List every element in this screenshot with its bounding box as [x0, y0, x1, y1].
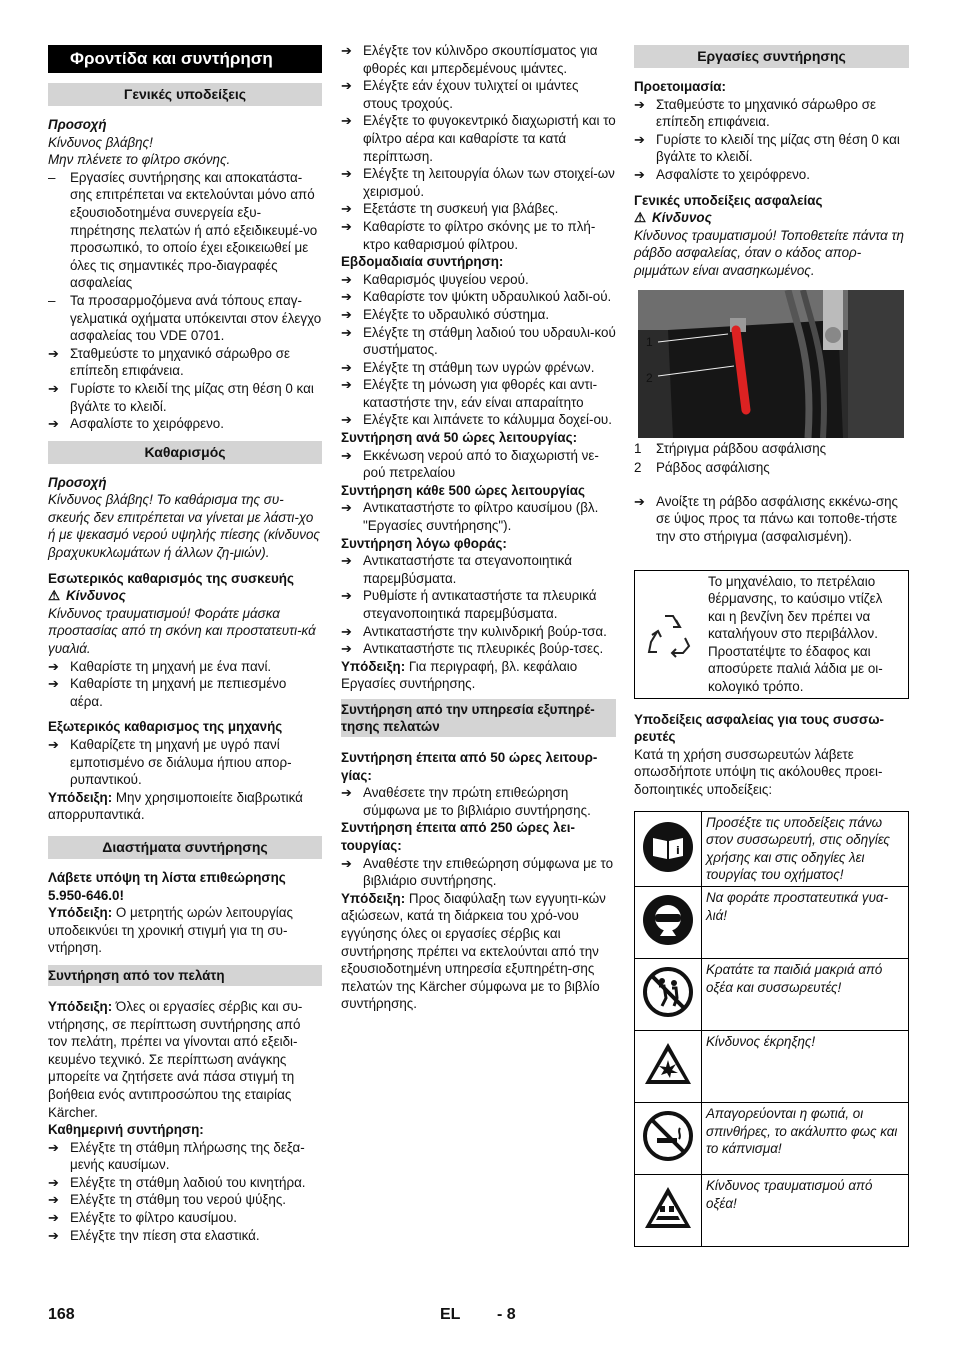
- callout-1: 1: [646, 334, 653, 349]
- no-fire-icon: [635, 1103, 702, 1175]
- list-item: ➔ Καθαρίστε τη μηχανή με πεπιεσμένο αέρα.: [48, 675, 322, 710]
- note: Υπόδειξη: Όλες οι εργασίες σέρβις και συ-ντήρησης, σε περίπτωση συντήρησης από τον πελάτη, πρέπει να γίνονται από εξειδι-κευμένο τεχνικό. Σε περίπτωση ανάγκης μπορείτε να ζητήσετε ανά πάσα στιγμή τη βοήθεια ενός αντιπροσώπου της εταιρίας Kärcher.: [48, 998, 303, 1120]
- intervals-heading: Διαστήματα συντήρησης: [48, 836, 322, 859]
- danger-text: Κίνδυνος τραυματισμού! Τοποθετείτε πάντα τη ράβδο ασφαλείας, όταν ο κάδος απορ-ριμμάτων είναι ανασηκωμένος.: [634, 227, 904, 278]
- list-item: ➔ Σταθμεύστε το μηχανικό σάρωθρο σε επίπεδη επιφάνεια.: [48, 345, 322, 380]
- table-cell: Απαγορεύονται η φωτιά, οι σπινθήρες, το ακάλυπτο φως και το κάπνισμα!: [702, 1103, 909, 1175]
- goggles-icon: [635, 887, 702, 959]
- after250-heading: Συντήρηση έπειτα από 250 ώρες λει-τουργίας:: [341, 820, 575, 853]
- list-item: ➔ Ελέγξτε και λιπάνετε το κάλυμμα δοχεί-ου.: [341, 411, 616, 429]
- safety-bar-photo: [638, 290, 904, 438]
- list-item: ➔ Σταθμεύστε το μηχανικό σάρωθρο σε επίπεδη επιφάνεια.: [634, 96, 909, 131]
- list-item: – Εργασίες συντήρησης και αποκατάστα-σης επιτρέπεται να εκτελούνται μόνο από εξουσιοδοτημένα συνεργεία εξυ-πηρέτησης πελατών ή από εξειδικευμέ-νο προσωπικό, το οποίο έχει εξοικειωθεί με όλες τις σημαντικές προ-διαγραφές ασφαλείας: [48, 169, 322, 292]
- list-item: ➔ Καθαρίστε τον ψύκτη υδραυλικού λαδι-ού.: [341, 288, 616, 306]
- table-row: [635, 887, 909, 959]
- list-item: ➔ Ελέγξτε τη λειτουργία όλων των στοιχεί-ων χειρισμού.: [341, 165, 616, 200]
- table-row: [635, 1175, 909, 1247]
- list-item: ➔ Ανοίξτε τη ράβδο ασφάλισης εκκένω-σης σε ύψος προς τα πάνω και τοποθε-τήστε την στο στήριγμα (ασφαλισμένη).: [634, 493, 909, 546]
- table-cell: Να φοράτε προστατευτικά γυα-λιά!: [702, 887, 909, 959]
- list-item: ➔ Ελέγξτε τη στάθμη των υγρών φρένων.: [341, 359, 616, 377]
- list-item: ➔ Ελέγξτε τη στάθμη λαδιού του υδραυλι-κού συστήματος.: [341, 324, 616, 359]
- table-row: [635, 811, 909, 886]
- section-title: Φροντίδα και συντήρηση: [48, 45, 322, 73]
- svg-text:i: i: [676, 843, 680, 857]
- list-item: ➔ Ελέγξτε το υδραυλικό σύστημα.: [341, 306, 616, 324]
- warning-triangle-icon: ⚠: [48, 588, 61, 604]
- list-item: ➔ Ελέγξτε την πίεση στα ελαστικά.: [48, 1227, 322, 1245]
- cleaning-heading: Καθαρισμός: [48, 441, 322, 464]
- sub-page-number: - 8: [497, 1306, 516, 1323]
- prep-heading: Προετοιμασία:: [634, 79, 726, 94]
- table-cell: Κίνδυνος τραυματισμού από οξέα!: [702, 1175, 909, 1247]
- manual-icon: [635, 811, 702, 886]
- callout-2: 2: [646, 370, 653, 385]
- legend-item: 1 Στήριγμα ράβδου ασφάλισης: [634, 440, 827, 456]
- list-item: – Τα προσαρμοζόμενα ανά τόπους επαγ-γελματικά οχήματα υπόκεινται στον έλεγχο ασφαλείας του VDE 0701.: [48, 292, 322, 345]
- table-cell: Κίνδυνος έκρηξης!: [702, 1031, 909, 1103]
- table-cell: Προσέξτε τις υποδείξεις πάνω στον συσσωρευτή, στις οδηγίες χρήσης και στις οδηγίες λει τουργίας του οχήματος!: [702, 811, 909, 886]
- column-3: [634, 42, 909, 1247]
- wear-heading: Συντήρηση λόγω φθοράς:: [341, 535, 507, 551]
- table-row: [635, 1103, 909, 1175]
- environment-text: Το μηχανέλαιο, το πετρέλαιο θέρμανσης, το καύσιμο ντίζελ και η βενζίνη δεν πρέπει να καταλήγουν στο περιβάλλον. Προστατέψτε το έδαφος και αποσύρετε παλιά λάδια με οι-κολογικό τρόπο.: [708, 573, 883, 695]
- machine-photo: [638, 290, 904, 438]
- list-item: ➔ Αντικαταστήστε το φίλτρο καυσίμου (βλ. "Εργασίες συντήρησης").: [341, 499, 616, 534]
- acid-hazard-icon: [635, 1175, 702, 1247]
- list-item: ➔ Ελέγξτε τη μόνωση για φθορές και αντι-καταστήστε την, εάν είναι απαραίτητο: [341, 376, 616, 411]
- work-heading: Εργασίες συντήρησης: [634, 45, 909, 68]
- table-row: [635, 1031, 909, 1103]
- list-item: ➔ Ελέγξτε τη στάθμη λαδιού του κινητήρα.: [48, 1174, 322, 1192]
- list-item: ➔ Αντικαταστήστε τις πλευρικές βούρ-τσες.: [341, 640, 616, 658]
- column-2: [341, 42, 616, 1013]
- list-item: ➔ Ασφαλίστε το χειρόφρενο.: [48, 415, 322, 433]
- list-item: ➔ Ασφαλίστε το χειρόφρενο.: [634, 166, 909, 184]
- note: Υπόδειξη: Μην χρησιμοποιείτε διαβρωτικά απορρυπαντικά.: [48, 789, 303, 823]
- list-item: ➔ Ελέγξτε τη στάθμη πλήρωσης της δεξα-μενής καυσίμων.: [48, 1139, 322, 1174]
- inner-clean-heading: Εσωτερικός καθαρισμός της συσκευής: [48, 570, 294, 586]
- table-row: [635, 959, 909, 1031]
- column-1: [48, 42, 322, 1244]
- danger-text: Κίνδυνος τραυματισμού! Φοράτε μάσκα προστασίας από τη σκόνη και προστατευτι-κά γυαλιά.: [48, 605, 316, 657]
- h500-heading: Συντήρηση κάθε 500 ώρες λειτουργίας: [341, 482, 585, 498]
- recycle-icon: [635, 571, 702, 698]
- list-item: ➔ Ελέγξτε το φίλτρο καυσίμου.: [48, 1209, 322, 1227]
- caution-label: Προσοχή: [48, 117, 107, 132]
- caution-text: Κίνδυνος βλάβης!: [48, 134, 153, 150]
- list-item: ➔ Καθαρισμός ψυγείου νερού.: [341, 271, 616, 289]
- list-item: ➔ Καθαρίστε το φίλτρο σκόνης με το πλή-κτρο καθαρισμού φίλτρου.: [341, 218, 616, 253]
- service-heading: Συντήρηση από την υπηρεσία εξυπηρέ-τησης πελατών: [341, 699, 616, 737]
- language-code: EL: [440, 1306, 461, 1323]
- note: Υπόδειξη: Προς διαφύλαξη των εγγυητι-κών αξιώσεων, κατά τη διάρκεια του χρό-νου εγγύησης όλες οι εργασίες σέρβις και συντήρησης πρέπει να εκτελούνται από την εξουσιοδοτημένη υπηρεσία εξυπηρέτη-σης πελατών της Kärcher σύμφωνα με το βιβλίο συντήρησης.: [341, 890, 606, 1012]
- list-item: ➔ Ρυθμίστε ή αντικαταστήστε τα πλευρικά στεγανοποιητικά παρεμβύσματα.: [341, 587, 616, 622]
- explosion-icon: [635, 1031, 702, 1103]
- battery-safety-table: [634, 811, 909, 1247]
- list-item: ➔ Αντικαταστήστε τα στεγανοποιητικά παρεμβύσματα.: [341, 552, 616, 587]
- customer-heading: Συντήρηση από τον πελάτη: [48, 965, 322, 986]
- table-cell: Κρατάτε τα παιδιά μακριά από οξέα και συσσωρευτές!: [702, 959, 909, 1031]
- outer-clean-heading: Εξωτερικός καθαρισμος της μηχανής: [48, 719, 283, 735]
- danger-label: ⚠ Κίνδυνος: [48, 588, 126, 604]
- environment-box: [634, 570, 909, 699]
- list-item: ➔ Ελέγξτε εάν έχουν τυλιχτεί οι ιμάντες στους τροχούς.: [341, 77, 616, 112]
- danger-label: ⚠ Κίνδυνος: [634, 210, 712, 226]
- list-item: ➔ Ελέγξτε το φυγοκεντρικό διαχωριστή και το φίλτρο αέρα και καθαρίστε τα κατά περίπτωση.: [341, 112, 616, 165]
- list-item: ➔ Γυρίστε το κλειδί της μίζας στη θέση 0 και βγάλτε το κλειδί.: [48, 380, 322, 415]
- caution-text: Κίνδυνος βλάβης! Το καθάρισμα της συ-σκευής δεν επιτρέπεται να γίνεται με λάστι-χο ή με ψεκασμό νερού υψηλής πίεσης (κίνδυνος βραχυκυκλωμάτων ή άλλων ζη-μιών).: [48, 492, 320, 561]
- list-item: ➔ Αντικαταστήστε την κυλινδρική βούρ-τσα.: [341, 623, 616, 641]
- general-heading: Γενικές υποδείξεις: [48, 83, 322, 106]
- caution-text: Μην πλένετε το φίλτρο σκόνης.: [48, 152, 231, 168]
- list-item: ➔ Γυρίστε το κλειδί της μίζας στη θέση 0 και βγάλτε το κλειδί.: [634, 131, 909, 166]
- list-item: ➔ Ελέγξτε τη στάθμη του νερού ψύξης.: [48, 1191, 322, 1209]
- list-item: ➔ Εξετάστε τη συσκευή για βλάβες.: [341, 200, 616, 218]
- list-item: ➔ Καθαρίστε τη μηχανή με ένα πανί.: [48, 658, 322, 676]
- after50-heading: Συντήρηση έπειτα από 50 ώρες λειτουρ-γίας:: [341, 749, 598, 783]
- checklist-note: Λάβετε υπόψη τη λίστα επιθεώρησης 5.950-646.0!: [48, 869, 286, 903]
- warning-triangle-icon: ⚠: [634, 210, 647, 226]
- list-item: ➔ Αναθέστε την επιθεώρηση σύμφωνα με το βιβλιάριο συντήρησης.: [341, 855, 616, 890]
- list-item: ➔ Καθαρίζετε τη μηχανή με υγρό πανί εμποτισμένο σε διάλυμα ήπιου απορ-ρυπαντικού.: [48, 736, 322, 789]
- caution-label: Προσοχή: [48, 474, 107, 490]
- weekly-heading: Εβδομαδιαία συντήρηση:: [341, 254, 504, 270]
- daily-heading: Καθημερινή συντήρηση:: [48, 1122, 204, 1138]
- note: Υπόδειξη: Ο μετρητής ωρών λειτουργίας υποδεικνύει τη χρονική στιγμή για τη συ-ντήρηση.: [48, 905, 293, 956]
- battery-intro: Κατά τη χρήση συσσωρευτών λάβετε οπωσδήποτε υπόψη τις ακόλουθες προει-δοποιητικές υποδείξεις:: [634, 746, 883, 798]
- safety-general-heading: Γενικές υποδείξεις ασφαλείας: [634, 192, 823, 208]
- page-number: 168: [48, 1306, 75, 1323]
- legend-item: 2 Ράβδος ασφάλισης: [634, 460, 770, 476]
- list-item: ➔ Αναθέσετε την πρώτη επιθεώρηση σύμφωνα με το βιβλιάριο συντήρησης.: [341, 784, 616, 819]
- h50-heading: Συντήρηση ανά 50 ώρες λειτουργίας:: [341, 430, 578, 446]
- note: Υπόδειξη: Για περιγραφή, βλ. κεφάλαιο Εργασίες συντήρησης.: [341, 658, 578, 692]
- no-children-icon: [635, 959, 702, 1031]
- list-item: ➔ Ελέγξτε τον κύλινδρο σκουπίσματος για φθορές και μπερδεμένους ιμάντες.: [341, 42, 616, 77]
- battery-heading: Υποδείξεις ασφαλείας για τους συσσω-ρευτές: [634, 711, 884, 745]
- list-item: ➔ Εκκένωση νερού από το διαχωριστή νε-ρού πετρελαίου: [341, 447, 616, 482]
